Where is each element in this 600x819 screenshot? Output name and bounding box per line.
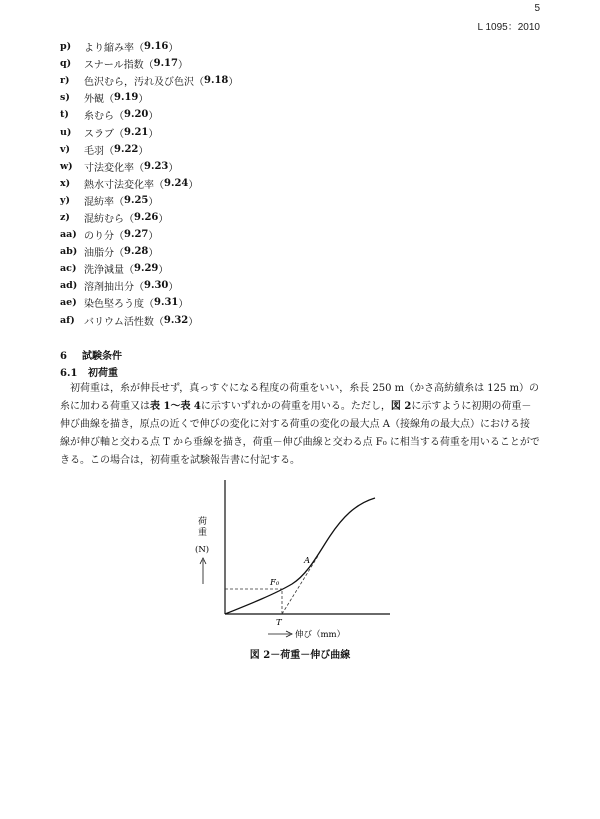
list-marker: ad) bbox=[60, 280, 78, 292]
clause-reference: 9.26 bbox=[134, 211, 159, 223]
list-item bbox=[60, 294, 540, 311]
list-marker: t) bbox=[60, 109, 69, 121]
list-item-text: 洗浄減量（ bbox=[84, 265, 134, 277]
list-item bbox=[60, 123, 540, 140]
list-marker: s) bbox=[60, 92, 70, 104]
list-item bbox=[60, 141, 540, 158]
list-item-text: のり分（ bbox=[84, 231, 124, 243]
clause-reference: 9.16 bbox=[144, 41, 169, 53]
clause-reference: 9.23 bbox=[144, 160, 169, 172]
section-number: 6 bbox=[60, 351, 67, 362]
paragraph-line: 初荷重は，糸が伸長せず，真っすぐになる程度の荷重をいい，糸長 250 m（かさ高紡績糸は 125 m）の bbox=[70, 383, 540, 394]
list-item-text: 混紡むら（ bbox=[84, 213, 134, 225]
closing-paren: ） bbox=[168, 43, 179, 55]
paragraph-line: きる。この場合は，初荷重を試験報告書に付記する。 bbox=[60, 455, 300, 466]
list-item-text: 外観（ bbox=[84, 94, 114, 106]
closing-paren: ） bbox=[158, 213, 169, 225]
paragraph-line: 伸び曲線を描き，原点の近くで伸びの変化に対する荷重の変化の最大点 A（接線角の最大点）における接 bbox=[60, 419, 530, 430]
clause-reference: 9.31 bbox=[154, 297, 179, 309]
document-id: L 1095：2010 bbox=[477, 22, 540, 33]
load-elongation-figure bbox=[190, 474, 420, 654]
list-marker: ae) bbox=[60, 297, 77, 309]
section-6-1-heading bbox=[60, 364, 118, 379]
list-item-text: 混紡率（ bbox=[84, 196, 124, 208]
list-item bbox=[60, 192, 540, 209]
clause-reference: 9.21 bbox=[124, 126, 149, 138]
clause-reference: 9.20 bbox=[124, 109, 149, 121]
closing-paren: ） bbox=[138, 145, 149, 157]
clause-reference: 9.29 bbox=[134, 263, 159, 275]
closing-paren: ） bbox=[148, 248, 159, 260]
clause-reference: 9.24 bbox=[164, 177, 189, 189]
point-t-label: T bbox=[276, 618, 282, 628]
x-axis-label: 伸び（mm） bbox=[295, 630, 346, 640]
clause-reference: 9.22 bbox=[114, 143, 139, 155]
list-item-text: 染色堅ろう度（ bbox=[84, 299, 154, 311]
closing-paren: ） bbox=[177, 60, 188, 72]
closing-paren: ） bbox=[148, 196, 159, 208]
list-item bbox=[60, 72, 540, 89]
closing-paren: ） bbox=[178, 299, 189, 311]
clause-reference: 9.17 bbox=[153, 58, 178, 70]
list-item bbox=[60, 260, 540, 277]
list-item bbox=[60, 38, 540, 55]
y-axis-label-1: 荷 bbox=[198, 517, 208, 527]
tangent-line bbox=[282, 556, 318, 614]
clause-reference: 9.30 bbox=[144, 280, 169, 292]
clause-reference: 9.25 bbox=[124, 194, 149, 206]
list-marker: y) bbox=[60, 194, 71, 206]
list-marker: u) bbox=[60, 126, 72, 138]
list-item bbox=[60, 312, 540, 329]
closing-paren: ） bbox=[148, 128, 159, 140]
list-item-text: スナール指数（ bbox=[84, 60, 154, 72]
list-item-text: 毛羽（ bbox=[84, 145, 114, 157]
load-elongation-curve bbox=[225, 498, 375, 614]
list-marker: x) bbox=[60, 177, 71, 189]
closing-paren: ） bbox=[138, 94, 149, 106]
clause-reference: 9.27 bbox=[124, 229, 149, 241]
list-item-text: 熱水寸法変化率（ bbox=[84, 179, 164, 191]
closing-paren: ） bbox=[168, 162, 179, 174]
list-item bbox=[60, 209, 540, 226]
table-reference: 表 1～表 4 bbox=[150, 401, 201, 412]
figure-caption: 図 2－荷重－伸び曲線 bbox=[249, 650, 351, 661]
list-item-text: 寸法変化率（ bbox=[84, 162, 144, 174]
closing-paren: ） bbox=[148, 231, 159, 243]
closing-paren: ） bbox=[168, 282, 179, 294]
list-item bbox=[60, 106, 540, 123]
point-a-label: A bbox=[304, 556, 311, 566]
paragraph-line: 線が伸び軸と交わる点 T から垂線を描き，荷重－伸び曲線と交わる点 F₀ に相当する荷重を用いることがで bbox=[60, 437, 540, 448]
list-item-text: 色沢むら，汚れ及び色沢（ bbox=[84, 77, 204, 89]
figure-reference: 図 2 bbox=[390, 401, 412, 412]
y-axis-label-2: 重 bbox=[198, 528, 208, 538]
clause-reference: 9.18 bbox=[204, 75, 229, 87]
list-marker: aa) bbox=[60, 229, 77, 241]
paragraph-line: 糸に加わる荷重又は表 1～表 4に示すいずれかの荷重を用いる。ただし，図 2に示すように初期の荷重－ bbox=[60, 401, 532, 412]
list-item-text: より縮み率（ bbox=[84, 43, 144, 55]
point-f0-label: F₀ bbox=[270, 578, 280, 588]
list-item bbox=[60, 226, 540, 243]
list-marker: q) bbox=[60, 58, 72, 70]
list-marker: v) bbox=[60, 143, 71, 155]
closing-paren: ） bbox=[158, 265, 169, 277]
clause-reference: 9.28 bbox=[124, 246, 149, 258]
section-6-heading bbox=[60, 347, 122, 362]
y-axis-unit: (N) bbox=[195, 545, 210, 555]
initial-load-paragraph bbox=[60, 380, 545, 470]
list-item bbox=[60, 175, 540, 192]
test-item-list bbox=[60, 38, 540, 329]
list-item bbox=[60, 55, 540, 72]
list-item-text: 溶剤抽出分（ bbox=[84, 282, 144, 294]
list-item-text: 糸むら（ bbox=[84, 111, 124, 123]
list-marker: af) bbox=[60, 314, 75, 326]
section-title: 試験条件 bbox=[82, 351, 122, 362]
list-item bbox=[60, 89, 540, 106]
closing-paren: ） bbox=[148, 111, 159, 123]
closing-paren: ） bbox=[188, 179, 199, 191]
list-marker: z) bbox=[60, 211, 70, 223]
list-marker: r) bbox=[60, 75, 70, 87]
closing-paren: ） bbox=[188, 316, 199, 328]
page-number: 5 bbox=[534, 3, 540, 14]
list-marker: ac) bbox=[60, 263, 77, 275]
list-item-text: バリウム活性数（ bbox=[84, 316, 164, 328]
list-marker: p) bbox=[60, 41, 72, 53]
list-item-text: 油脂分（ bbox=[84, 248, 124, 260]
list-item bbox=[60, 277, 540, 294]
section-title: 初荷重 bbox=[88, 368, 118, 379]
list-marker: ab) bbox=[60, 246, 78, 258]
list-marker: w) bbox=[60, 160, 73, 172]
clause-reference: 9.19 bbox=[114, 92, 139, 104]
section-number: 6.1 bbox=[60, 368, 78, 379]
list-item bbox=[60, 243, 540, 260]
clause-reference: 9.32 bbox=[163, 314, 189, 326]
list-item-text: スラブ（ bbox=[84, 128, 124, 140]
closing-paren: ） bbox=[228, 77, 239, 89]
list-item bbox=[60, 158, 540, 175]
